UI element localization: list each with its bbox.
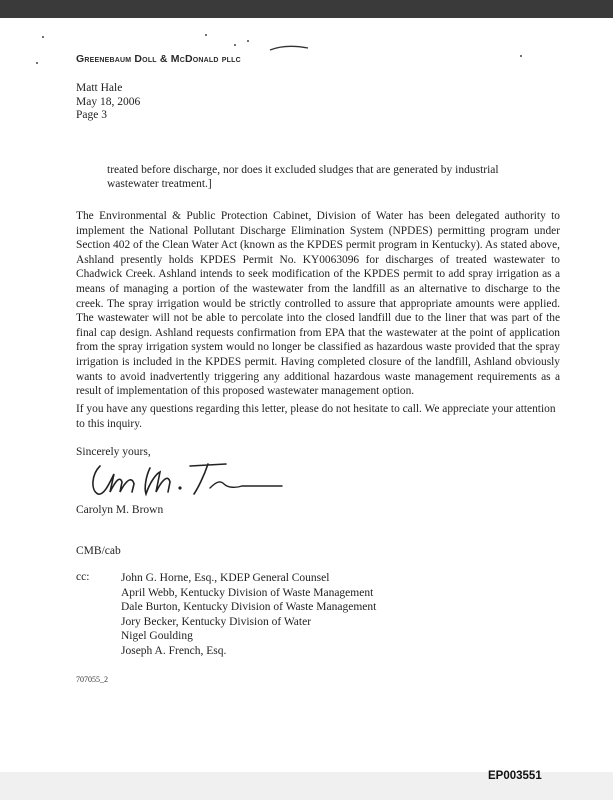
typist-initials: CMB/cab xyxy=(76,545,121,557)
scan-speck xyxy=(42,36,44,38)
body-paragraph-1: The Environmental & Public Protection Cabinet, Division of Water has been delegated authority to implement the National Pollutant Discharge Elimination System (NPDES) permitting program under Section 402 of the Clean Water Act (known as the KPDES permit program in Kentucky). As stated above, Ashland presently holds KPDES Permit No. KY0063096 for discharges of treated wastewater to Chadwick Creek. Ashland intends to seek modification of the KPDES permit to add spray irrigation as a means of managing a portion of the wastewater from the landfill as an alternative to discharge to the creek. The spray irrigation would be strictly controlled to assure that appropriate amounts were applied. The wastewater will not be able to percolate into the closed landfill due to the liner that was part of the final cap design. Ashland requests confirmation from EPA that the wastewater at the point of application from the spray irrigation system would no longer be classified as hazardous waste provided that the spray irrigation is included in the KPDES permit. Having completed closure of the landfill, Ashland obviously wants to avoid inadvertently triggering any additional hazardous waste management requirements as a result of implementation of this proposed wastewater management option. xyxy=(76,210,560,398)
letterhead-mark xyxy=(268,40,310,54)
scan-speck xyxy=(205,34,207,36)
scan-top-edge xyxy=(0,0,613,18)
scan-speck xyxy=(36,62,38,64)
scan-speck xyxy=(520,55,522,57)
scan-speck xyxy=(247,40,249,42)
cc-recipient: John G. Horne, Esq., KDEP General Counsel xyxy=(121,572,330,584)
cc-recipient: Joseph A. French, Esq. xyxy=(121,644,227,657)
body-paragraph-2: If you have any questions regarding this letter, please do not hesitate to call. We appreciate your attention to this inquiry. xyxy=(76,403,556,430)
continued-quote: treated before discharge, nor does it excluded sludges that are generated by industrial wastewater treatment.] xyxy=(107,164,499,190)
handwritten-signature xyxy=(86,452,286,502)
bates-number: EP003551 xyxy=(488,770,542,782)
letter-meta xyxy=(76,82,140,123)
recipient-name: Matt Hale xyxy=(76,82,123,94)
cc-recipient: Dale Burton, Kentucky Division of Waste Management xyxy=(121,601,377,613)
letter-date: May 18, 2006 xyxy=(76,95,141,108)
scan-speck xyxy=(234,44,236,46)
cc-recipient: Nigel Goulding xyxy=(121,630,193,642)
cc-recipient: Jory Becker, Kentucky Division of Water xyxy=(121,615,312,628)
cc-list xyxy=(121,571,376,658)
closing-salutation: Sincerely yours, xyxy=(76,446,151,458)
cc-recipient: April Webb, Kentucky Division of Waste Management xyxy=(121,586,374,599)
cc-label: cc: xyxy=(76,571,90,583)
document-number: 707055_2 xyxy=(76,675,108,684)
firm-letterhead: Greenebaum Doll & McDonald pllc xyxy=(76,53,241,65)
signer-name: Carolyn M. Brown xyxy=(76,504,164,516)
page-number: Page 3 xyxy=(76,109,107,121)
